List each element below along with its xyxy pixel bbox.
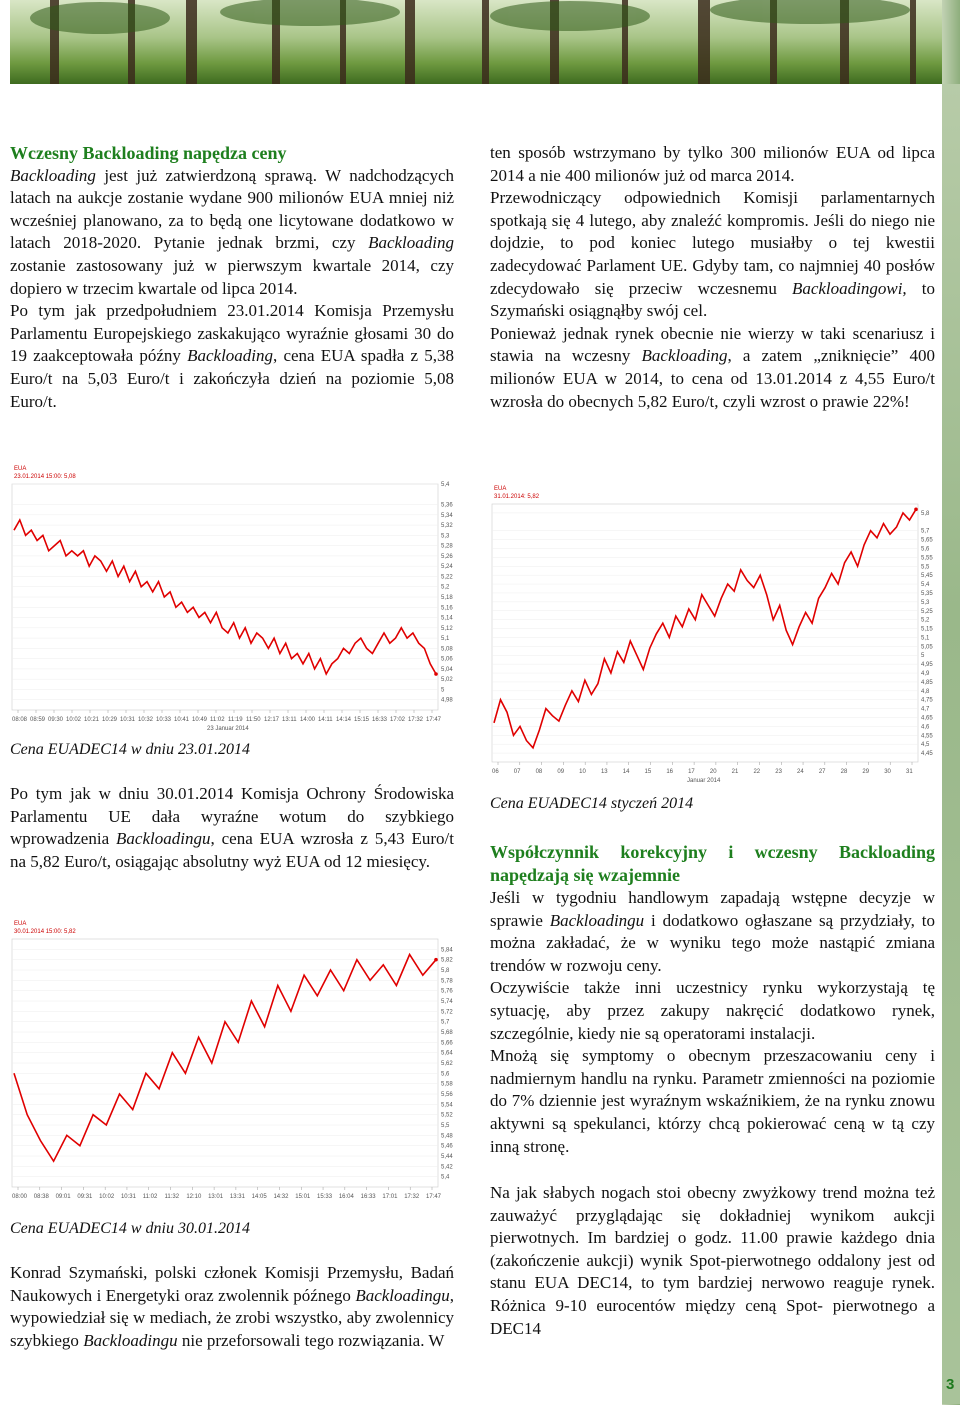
italic-term: Backloading bbox=[10, 165, 96, 185]
section-title-early-backloading: Wczesny Backloading napędza ceny bbox=[10, 143, 287, 163]
y-tick-label: 5 bbox=[921, 653, 925, 660]
x-tick-label: 10:02 bbox=[99, 1194, 115, 1200]
y-tick-label: 5,22 bbox=[441, 574, 453, 581]
x-tick-label: 31 bbox=[906, 769, 913, 775]
x-axis-footer: Januar 2014 bbox=[687, 778, 721, 784]
y-tick-label: 4,5 bbox=[921, 742, 930, 749]
last-value-point bbox=[434, 672, 438, 676]
italic-term: Backloadingu bbox=[355, 1285, 450, 1305]
x-tick-label: 27 bbox=[818, 769, 826, 775]
x-tick-label: 14:14 bbox=[336, 717, 352, 723]
x-tick-label: 11:19 bbox=[228, 717, 243, 723]
x-tick-label: 08:38 bbox=[33, 1194, 49, 1200]
legend-series: EUA bbox=[14, 466, 27, 472]
left-column-middle bbox=[10, 783, 454, 873]
text-run: Konrad Szymański, polski członek Komisji Przemysłu, Badań Naukowych i Energetyki oraz zwolennik późnego bbox=[10, 1263, 454, 1305]
y-tick-label: 5,6 bbox=[441, 1071, 450, 1078]
y-tick-label: 4,9 bbox=[921, 671, 930, 678]
x-tick-label: 17:32 bbox=[408, 717, 424, 723]
left-paragraph-2 bbox=[10, 300, 454, 413]
x-axis-footer: 23 Januar 2014 bbox=[207, 726, 249, 732]
y-tick-label: 5,74 bbox=[441, 999, 453, 1005]
text-run: zostanie zastosowany już w pierwszym kwartale 2014, czy dopiero w trzecim kwartale od lipca 2014. bbox=[10, 255, 454, 298]
y-tick-label: 5,48 bbox=[441, 1133, 453, 1140]
y-tick-label: 5,78 bbox=[441, 978, 453, 985]
y-tick-label: 4,85 bbox=[921, 679, 933, 686]
x-tick-label: 09:30 bbox=[48, 717, 64, 723]
right-column-middle bbox=[490, 841, 935, 1158]
right-paragraph-1 bbox=[490, 142, 935, 187]
left-column-top bbox=[10, 142, 454, 413]
italic-term: Backloading bbox=[641, 346, 728, 366]
section-title-correction-factor: Współczynnik korekcyjny i wczesny Backloading napędzają się wzajemnie bbox=[490, 842, 935, 885]
x-tick-label: 09 bbox=[557, 769, 565, 775]
italic-term: Backloading bbox=[187, 346, 274, 366]
x-tick-label: 15:01 bbox=[295, 1194, 311, 1200]
left-paragraph-1 bbox=[10, 165, 454, 301]
x-tick-label: 11:02 bbox=[142, 1194, 158, 1200]
x-tick-label: 30 bbox=[884, 769, 891, 775]
x-tick-label: 17:47 bbox=[426, 717, 442, 723]
chart-23-01-2014-svg bbox=[8, 458, 462, 740]
legend-series: EUA bbox=[14, 921, 27, 927]
y-tick-label: 5,68 bbox=[441, 1030, 453, 1036]
legend-value: 31.01.2014: 5,82 bbox=[494, 494, 540, 500]
x-tick-label: 14:32 bbox=[273, 1194, 289, 1200]
y-tick-label: 4,8 bbox=[921, 688, 930, 695]
y-tick-label: 5,26 bbox=[441, 553, 453, 560]
y-tick-label: 5,44 bbox=[441, 1154, 453, 1160]
italic-term: Backloadingu bbox=[116, 829, 211, 849]
x-tick-label: 08:00 bbox=[12, 1194, 28, 1200]
left-column-bottom bbox=[10, 1262, 454, 1352]
text-run: , cena EUA spadła z 5,38 Euro/t na 5,03 Euro/t i zakończyła dzień na poziomie 5,08 Euro/t. bbox=[10, 346, 454, 411]
y-tick-label: 5,2 bbox=[921, 617, 930, 624]
y-tick-label: 5,54 bbox=[441, 1102, 453, 1109]
y-tick-label: 5,64 bbox=[441, 1050, 453, 1057]
y-tick-label: 5,12 bbox=[441, 625, 453, 632]
y-tick-label: 5,16 bbox=[441, 605, 453, 612]
y-tick-label: 5,34 bbox=[441, 512, 453, 519]
right-paragraph-7 bbox=[490, 1182, 935, 1340]
y-tick-label: 5,84 bbox=[441, 947, 453, 954]
y-tick-label: 5,8 bbox=[441, 968, 450, 974]
x-tick-label: 22 bbox=[753, 769, 761, 775]
text-run: Na jak słabych nogach stoi obecny zwyżkowy trend można też zauważyć przyglądając się dokładniej wynikom aukcji pierwotnych. Im bardziej o godz. 11.00 prawie każdego dnia (zakończenie aukcji) wynik Spot-pierwotnego oddalony jest od stanu EUA DEC14, to tym bardziej nerwowo reaguje rynek. Różnica 9-10 eurocentów między ceną Spot- pierwotnego a DEC14 bbox=[490, 1183, 935, 1338]
x-tick-label: 17:01 bbox=[382, 1194, 398, 1200]
x-tick-label: 15 bbox=[644, 769, 652, 775]
y-tick-label: 5,15 bbox=[921, 626, 933, 633]
y-tick-label: 5,1 bbox=[441, 636, 450, 643]
y-tick-label: 4,6 bbox=[921, 724, 930, 731]
y-tick-label: 5,8 bbox=[921, 510, 930, 517]
caption-chart-january: Cena EUADEC14 styczeń 2014 bbox=[490, 795, 694, 812]
text-run: , a zatem „zniknięcie” 400 milionów EUA w 2014, to cena od 13.01.2014 z 4,55 Euro/t wzrosła do obecnych 5,82 Euro/t, czyli wzrost o prawie 22%! bbox=[490, 346, 935, 411]
y-tick-label: 5 bbox=[441, 687, 445, 694]
y-tick-label: 5,7 bbox=[921, 528, 930, 535]
y-tick-label: 5,76 bbox=[441, 988, 453, 995]
italic-term: Backloadingu bbox=[83, 1330, 178, 1350]
x-tick-label: 14:05 bbox=[251, 1194, 267, 1200]
x-tick-label: 08 bbox=[535, 769, 543, 775]
x-tick-label: 13:31 bbox=[229, 1194, 245, 1200]
x-tick-label: 13:11 bbox=[282, 717, 297, 723]
x-tick-label: 06 bbox=[492, 769, 499, 775]
x-tick-label: 28 bbox=[840, 769, 848, 775]
legend-value: 23.01.2014 15:00: 5,08 bbox=[14, 474, 76, 480]
last-value-point bbox=[914, 508, 918, 512]
text-run: , cena EUA wzrosła z 5,43 Euro/t na 5,82 Euro/t, osiągając absolutny wyż EUA od 12 miesięcy. bbox=[10, 829, 455, 871]
x-tick-label: 11:32 bbox=[164, 1194, 180, 1200]
y-tick-label: 5,1 bbox=[921, 635, 930, 642]
y-tick-label: 5,06 bbox=[441, 656, 453, 663]
text-run: Jeśli w tygodniu handlowym zapadają wstępne decyzje w sprawie bbox=[490, 888, 935, 930]
italic-term: Backloadingu bbox=[549, 910, 645, 930]
y-tick-label: 5,04 bbox=[441, 666, 453, 673]
y-tick-label: 5,66 bbox=[441, 1040, 453, 1047]
y-tick-label: 4,98 bbox=[441, 697, 453, 704]
x-tick-label: 23 bbox=[775, 769, 782, 775]
y-tick-label: 5,42 bbox=[441, 1164, 453, 1171]
y-tick-label: 5,4 bbox=[441, 482, 450, 488]
y-tick-label: 5,7 bbox=[441, 1019, 450, 1026]
x-tick-label: 10:41 bbox=[174, 717, 190, 723]
caption-chart-23-01: Cena EUADEC14 w dniu 23.01.2014 bbox=[10, 741, 250, 758]
text-run: ten sposób wstrzymano by tylko 300 milionów EUA od lipca 2014 a nie 400 milionów już od marca 2014. bbox=[490, 143, 935, 185]
chart-23-01-2014 bbox=[8, 458, 462, 740]
x-tick-label: 17:32 bbox=[404, 1194, 420, 1200]
right-paragraph-6 bbox=[490, 1045, 935, 1158]
right-paragraph-5 bbox=[490, 977, 935, 1045]
x-tick-label: 24 bbox=[797, 769, 804, 775]
text-run: to Szymański osiągnąłby swój cel. bbox=[490, 278, 935, 321]
y-tick-label: 5,6 bbox=[921, 546, 930, 553]
x-tick-label: 08:08 bbox=[12, 717, 28, 723]
right-decorative-bar bbox=[942, 0, 960, 1405]
x-tick-label: 09:01 bbox=[55, 1194, 71, 1200]
chart-30-01-2014 bbox=[8, 913, 462, 1217]
y-tick-label: 4,45 bbox=[921, 751, 933, 758]
x-tick-label: 17 bbox=[688, 769, 695, 775]
text-run: Po tym jak przedpołudniem 23.01.2014 Komisja Przemysłu Parlamentu Europejskiego zaskakująco wyraźnie głosami 30 do 19 zaakceptowała późny bbox=[10, 301, 454, 366]
y-tick-label: 4,75 bbox=[921, 697, 933, 704]
y-tick-label: 4,65 bbox=[921, 715, 933, 722]
left-paragraph-4 bbox=[10, 1262, 454, 1352]
right-bar-strip bbox=[942, 84, 960, 1404]
x-tick-label: 16:33 bbox=[372, 717, 388, 723]
right-column-top bbox=[490, 142, 935, 413]
x-tick-label: 21 bbox=[731, 769, 739, 775]
text-run: nie przeforsowali tego rozwiązania. W bbox=[177, 1330, 445, 1350]
x-tick-label: 16:04 bbox=[338, 1194, 354, 1200]
x-tick-label: 15:33 bbox=[317, 1194, 333, 1200]
y-tick-label: 5,65 bbox=[921, 537, 933, 544]
y-tick-label: 5,45 bbox=[921, 573, 933, 580]
x-tick-label: 16:33 bbox=[360, 1194, 376, 1200]
x-tick-label: 11:50 bbox=[246, 717, 261, 723]
y-tick-label: 5,2 bbox=[441, 584, 450, 591]
y-tick-label: 5,56 bbox=[441, 1092, 453, 1098]
right-column-bottom bbox=[490, 1182, 935, 1340]
x-tick-label: 10 bbox=[579, 769, 586, 775]
y-tick-label: 5,4 bbox=[921, 582, 930, 589]
y-tick-label: 5,24 bbox=[441, 564, 453, 571]
x-tick-label: 16 bbox=[666, 769, 674, 775]
text-run: , wypowiedział się w mediach, że zrobi wszystko, aby zwolennicy szybkiego bbox=[10, 1285, 454, 1350]
x-tick-label: 12:10 bbox=[186, 1194, 202, 1200]
y-tick-label: 5,5 bbox=[441, 1123, 450, 1129]
chart-january-2014 bbox=[488, 478, 942, 792]
x-tick-label: 29 bbox=[862, 769, 870, 775]
page-number: 3 bbox=[946, 1376, 955, 1393]
y-tick-label: 5,82 bbox=[441, 957, 453, 964]
y-tick-label: 5,18 bbox=[441, 595, 453, 601]
y-tick-label: 5,3 bbox=[441, 533, 450, 540]
y-tick-label: 5,36 bbox=[441, 502, 453, 509]
x-tick-label: 10:21 bbox=[84, 717, 100, 723]
right-paragraph-2 bbox=[490, 187, 935, 323]
y-tick-label: 5,14 bbox=[441, 615, 453, 622]
x-tick-label: 09:31 bbox=[77, 1194, 93, 1200]
y-tick-label: 4,95 bbox=[921, 662, 933, 669]
x-tick-label: 10:49 bbox=[192, 717, 208, 723]
y-tick-label: 5,72 bbox=[441, 1009, 453, 1016]
y-tick-label: 5,02 bbox=[441, 677, 453, 684]
x-tick-label: 12:17 bbox=[264, 717, 280, 723]
text-run: Po tym jak w dniu 30.01.2014 Komisja Ochrony Środowiska Parlamentu UE dała wyraźne wotum do szybkiego wprowadzenia bbox=[10, 784, 454, 849]
right-paragraph-3 bbox=[490, 323, 935, 413]
left-paragraph-3 bbox=[10, 783, 454, 873]
x-tick-label: 15:15 bbox=[354, 717, 370, 723]
x-tick-label: 10:32 bbox=[138, 717, 154, 723]
text-run: Mnożą się symptomy o obecnym przeszacowaniu ceny i nadmiernym handlu na rynku. Parametr zmienności na poziomie do 7% dziennie jest wyraźnym wskaźnikiem, że na rynku znowu aktywni są spekulanci, którzy chcą pokierować ceną w tą czy inną stronę. bbox=[490, 1046, 935, 1156]
plot-area bbox=[492, 504, 918, 762]
x-tick-label: 11:02 bbox=[210, 717, 225, 723]
x-tick-label: 07 bbox=[513, 769, 521, 775]
x-tick-label: 10:02 bbox=[66, 717, 82, 723]
y-tick-label: 5,55 bbox=[921, 555, 933, 562]
y-tick-label: 5,62 bbox=[441, 1061, 453, 1067]
x-tick-label: 13:01 bbox=[208, 1194, 224, 1200]
italic-term: Backloading bbox=[368, 233, 454, 253]
text-run: i dodatkowo ogłaszane są przydziały, to można zakładać, że w wyniku tego może nastąpić zmiana trendów w rozwoju ceny. bbox=[490, 910, 935, 975]
right-paragraph-4 bbox=[490, 887, 935, 977]
italic-term: Backloadingowi, bbox=[791, 278, 907, 298]
y-tick-label: 5,4 bbox=[441, 1174, 450, 1181]
caption-chart-30-01: Cena EUADEC14 w dniu 30.01.2014 bbox=[10, 1220, 250, 1237]
y-tick-label: 5,25 bbox=[921, 608, 933, 615]
y-tick-label: 5,52 bbox=[441, 1112, 453, 1119]
text-run: jest już zatwierdzoną sprawą. W nadchodzących latach na aukcje zostanie wydane 900 milionów EUA mniej niż wcześniej planowano, za to będą one licytowane dodatkowo w latach 2018-2020. Pytanie jednak brzmi, czy bbox=[10, 165, 454, 253]
y-tick-label: 5,05 bbox=[921, 644, 933, 651]
chart-january-2014-svg bbox=[488, 478, 942, 792]
y-tick-label: 5,35 bbox=[921, 590, 933, 597]
y-tick-label: 5,28 bbox=[441, 543, 453, 550]
y-tick-label: 5,5 bbox=[921, 564, 930, 571]
x-tick-label: 10:31 bbox=[120, 717, 136, 723]
x-tick-label: 17:02 bbox=[390, 717, 406, 723]
y-tick-label: 5,58 bbox=[441, 1081, 453, 1088]
x-tick-label: 17:47 bbox=[426, 1194, 442, 1200]
y-tick-label: 5,08 bbox=[441, 646, 453, 653]
y-tick-label: 4,7 bbox=[921, 706, 930, 713]
x-tick-label: 14 bbox=[622, 769, 630, 775]
x-tick-label: 10:29 bbox=[102, 717, 118, 723]
x-tick-label: 10:33 bbox=[156, 717, 172, 723]
x-tick-label: 08:59 bbox=[30, 717, 46, 723]
y-tick-label: 4,55 bbox=[921, 733, 933, 740]
x-tick-label: 10:31 bbox=[120, 1194, 136, 1200]
y-tick-label: 5,3 bbox=[921, 599, 930, 606]
forest-header-photo bbox=[10, 0, 942, 84]
text-run: Oczywiście także inni uczestnicy rynku wykorzystają tę sytuację, aby przez zakupy nakręcić dodatkowo rynek, szczególnie, kiedy nie są operatorami instalacji. bbox=[490, 978, 935, 1043]
x-tick-label: 13 bbox=[600, 769, 608, 775]
legend-series: EUA bbox=[494, 486, 507, 492]
y-tick-label: 5,32 bbox=[441, 523, 453, 530]
y-tick-label: 5,46 bbox=[441, 1143, 453, 1150]
text-run: Przewodniczący odpowiednich Komisji parlamentarnych spotkają się 4 lutego, aby znaleźć kompromis. Jeśli do niego nie dojdzie, to pod koniec lutego musiałby o tej kwestii zadecydować Parlament UE. Gdyby tam, co najmniej 40 posłów zdecydowało się przeciw wczesnemu bbox=[490, 188, 935, 298]
x-tick-label: 20 bbox=[709, 769, 717, 775]
x-tick-label: 14:11 bbox=[318, 717, 333, 723]
text-run: Ponieważ jednak rynek obecnie nie wierzy w taki scenariusz i stawia na wczesny bbox=[490, 323, 935, 366]
chart-30-01-2014-svg bbox=[8, 913, 462, 1217]
x-tick-label: 14:00 bbox=[300, 717, 316, 723]
last-value-point bbox=[434, 958, 438, 962]
legend-value: 30.01.2014 15:00: 5,82 bbox=[14, 929, 76, 935]
